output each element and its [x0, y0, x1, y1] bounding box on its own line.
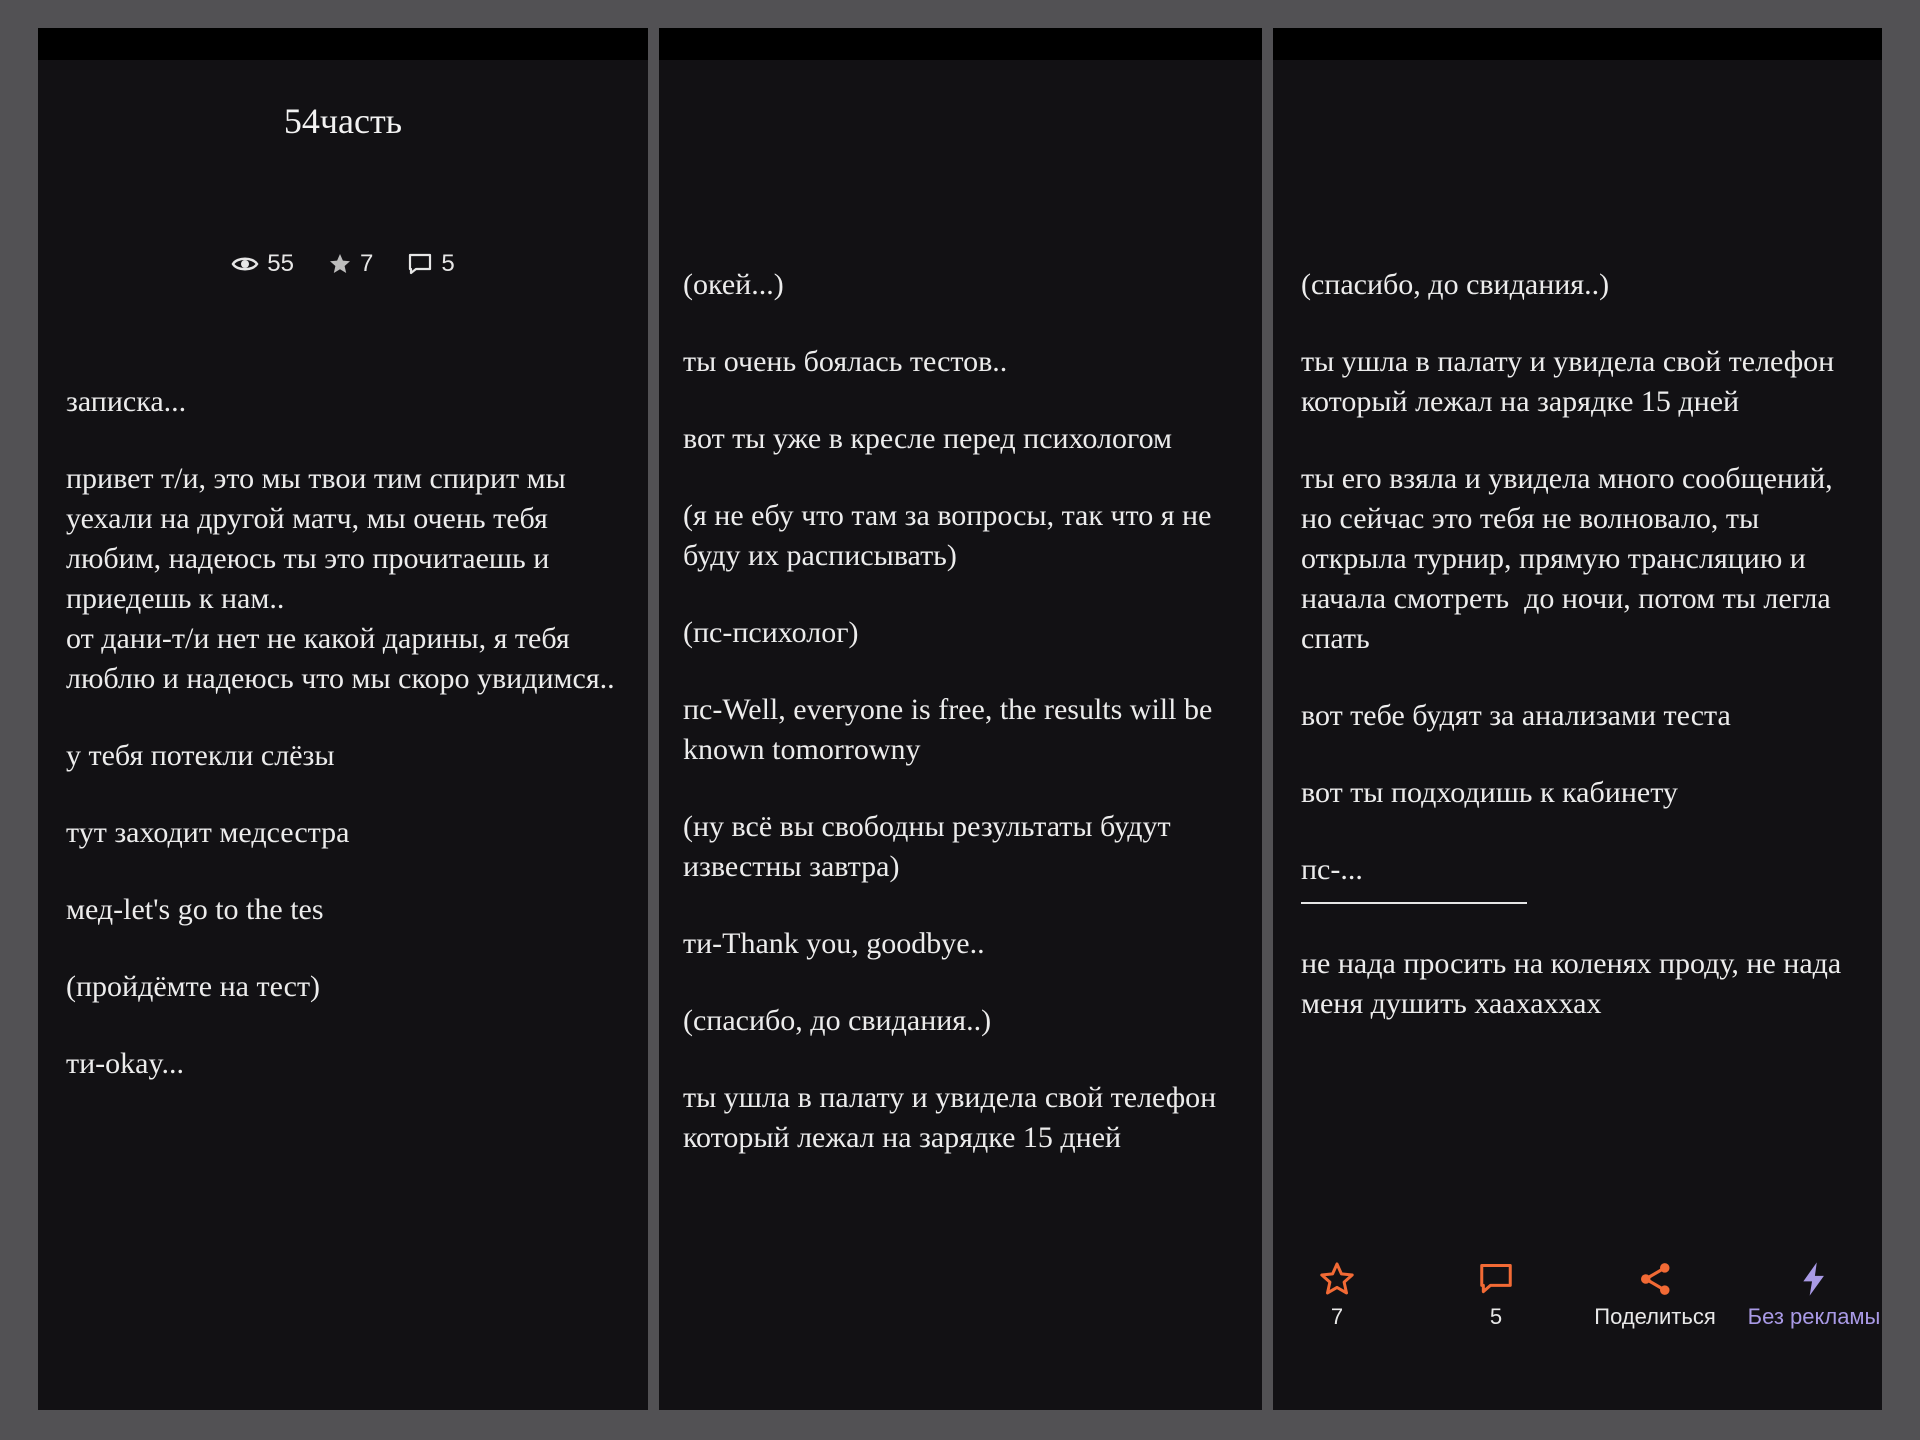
stars-count: 7: [359, 250, 374, 277]
views-count: 55: [267, 250, 294, 277]
status-bar: [38, 28, 648, 60]
paragraph: ты его взяла и увидела много сообщений, но сейчас это тебя не волновало, ты открыла турнир, прямую трансляцию и начала смотреть до ночи, потом ты легла спать: [1301, 462, 1841, 655]
paragraph: (ну всё вы свободны результаты будут известны завтра): [683, 810, 1179, 883]
star-outline-icon: [1318, 1260, 1356, 1298]
paragraph: ти-Thank you, goodbye..: [683, 927, 985, 960]
eye-icon: [231, 254, 259, 274]
paragraph: пс-Well, everyone is free, the results will be known tomorrowny: [683, 693, 1220, 766]
paragraph: привет т/и, это мы твои тим спирит мы уехали на другой матч, мы очень тебя любим, надеюсь ты это прочитаешь и приедешь к нам.. от дани-т/и нет не какой дарины, я тебя люблю и надеюсь что мы скоро увидимся..: [66, 462, 615, 695]
paragraph: тут заходит медсестра: [66, 816, 350, 849]
story-text: [66, 382, 636, 1121]
paragraph: (пс-психолог): [683, 616, 859, 649]
paragraph: мед-let's go to the tes: [66, 893, 324, 926]
status-bar: [1273, 28, 1882, 60]
divider: [1301, 902, 1527, 904]
paragraph: ты ушла в палату и увидела свой телефон который лежал на зарядке 15 дней: [1301, 345, 1842, 418]
status-bar: [659, 28, 1262, 60]
author-note: не нада просить на коленях проду, не нада меня душить хаахаххах: [1301, 947, 1849, 1020]
story-panel-1: [38, 28, 648, 1410]
story-text: [683, 265, 1253, 1195]
story-panel-2: [659, 28, 1262, 1410]
paragraph: ты ушла в палату и увидела свой телефон который лежал на зарядке 15 дней: [683, 1081, 1224, 1154]
paragraph: (окей...): [683, 268, 784, 301]
no-ads-label: Без рекламы: [1747, 1304, 1881, 1329]
stars-stat: [328, 250, 373, 278]
paragraph: вот тебе будят за анализами теста: [1301, 699, 1731, 732]
comments-stat: [407, 250, 454, 278]
story-title: 54часть: [283, 101, 403, 141]
views-stat: [231, 250, 294, 278]
paragraph: ты очень боялась тестов..: [683, 345, 1008, 378]
comments-button[interactable]: [1477, 1260, 1515, 1330]
action-bar: [1273, 1260, 1882, 1340]
paragraph: вот ты подходишь к кабинету: [1301, 776, 1678, 809]
lightning-icon: [1795, 1260, 1833, 1298]
share-label: Поделиться: [1594, 1304, 1716, 1329]
story-stats: [38, 250, 648, 278]
comment-icon: [1477, 1260, 1515, 1298]
comment-count: 5: [1489, 1304, 1503, 1329]
no-ads-button[interactable]: [1748, 1260, 1881, 1330]
story-panel-3: [1273, 28, 1882, 1410]
vote-count: 7: [1330, 1304, 1344, 1329]
paragraph: (пройдёмте на тест): [66, 970, 321, 1003]
paragraph: записка...: [66, 385, 187, 418]
paragraph: вот ты уже в кресле перед психологом: [683, 422, 1172, 455]
share-icon: [1636, 1260, 1674, 1298]
share-button[interactable]: [1594, 1260, 1715, 1330]
vote-button[interactable]: [1318, 1260, 1356, 1330]
story-text: [1301, 265, 1871, 1061]
star-icon: [328, 252, 352, 276]
paragraph: пс-...: [1301, 853, 1363, 886]
paragraph: (я не ебу что там за вопросы, так что я не буду их расписывать): [683, 499, 1219, 572]
paragraph: (спасибо, до свидания..): [683, 1004, 992, 1037]
paragraph: (спасибо, до свидания..): [1301, 268, 1610, 301]
comment-icon: [407, 252, 433, 276]
comments-count: 5: [441, 250, 455, 277]
paragraph: ти-okay...: [66, 1047, 185, 1080]
paragraph: у тебя потекли слёзы: [66, 739, 335, 772]
